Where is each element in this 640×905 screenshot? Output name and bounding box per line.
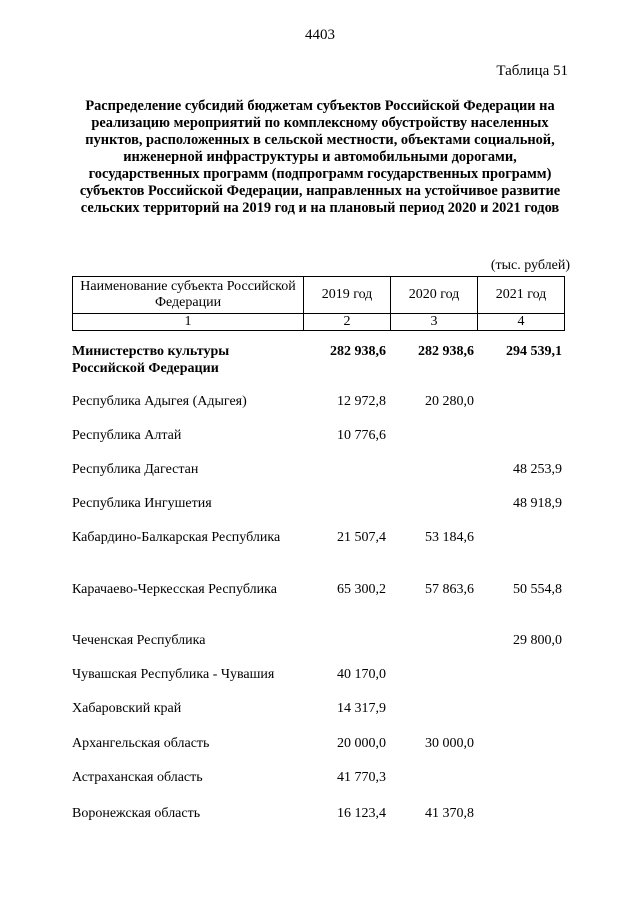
table-row xyxy=(72,632,576,649)
table-header xyxy=(72,276,565,331)
row-name: Карачаево-Черкесская Республика xyxy=(72,582,277,597)
value-2021: 48 253,9 xyxy=(513,462,562,477)
row-name: Чувашская Республика - Чувашия xyxy=(72,667,275,682)
column-header-name: Наименование субъекта Российской Федерации xyxy=(73,277,304,314)
row-name: Архангельская область xyxy=(72,736,210,751)
table-row xyxy=(72,769,576,786)
value-2019: 41 770,3 xyxy=(337,770,386,785)
table-row xyxy=(72,343,576,377)
table-row xyxy=(72,581,576,615)
table-row xyxy=(72,427,576,444)
units-label: (тыс. рублей) xyxy=(490,258,570,273)
column-header-2019: 2019 год xyxy=(304,277,391,314)
table-row xyxy=(72,700,576,717)
page-number: 4403 xyxy=(305,27,335,43)
table-row xyxy=(72,666,576,683)
value-2019: 21 507,4 xyxy=(337,530,386,545)
value-2021: 48 918,9 xyxy=(513,496,562,511)
row-name: Кабардино-Балкарская Республика xyxy=(72,530,281,545)
column-header-2021: 2021 год xyxy=(478,277,565,314)
row-name: Воронежская область xyxy=(72,806,201,821)
column-number-2: 2 xyxy=(304,314,391,331)
value-2019: 40 170,0 xyxy=(337,667,386,682)
column-number-row xyxy=(73,314,565,331)
value-2021: 50 554,8 xyxy=(513,582,562,597)
value-2020: 30 000,0 xyxy=(425,736,474,751)
value-2019: 14 317,9 xyxy=(337,701,386,716)
column-number-1: 1 xyxy=(73,314,304,331)
value-2020: 20 280,0 xyxy=(425,394,474,409)
value-2019: 10 776,6 xyxy=(337,428,386,443)
row-name: Республика Адыгея (Адыгея) xyxy=(72,394,247,409)
value-2019: 16 123,4 xyxy=(337,806,386,821)
table-body xyxy=(72,343,576,822)
value-2021: 29 800,0 xyxy=(513,633,562,648)
column-number-4: 4 xyxy=(478,314,565,331)
row-name: Республика Ингушетия xyxy=(72,496,212,511)
table-row xyxy=(72,495,576,512)
table-label: Таблица 51 xyxy=(496,63,568,79)
value-2019: 20 000,0 xyxy=(337,736,386,751)
table-row xyxy=(72,735,576,752)
value-2021: 294 539,1 xyxy=(506,344,562,359)
document-title: Распределение субсидий бюджетам субъектов Российской Федерации на реализацию мероприятий по комплексному обустройству населенных пунктов, расположенных в сельской местности, объектами социальной, инженерной инфраструктуры и автомобильными дорогами, государственных программ (подпрограмм государственных программ) субъектов Российской Федерации, направленных на устойчивое развитие сельских территорий на 2019 год и на плановый период 2020 и 2021 годов xyxy=(79,98,561,216)
row-name: Астраханская область xyxy=(72,770,203,785)
row-name: Республика Алтай xyxy=(72,428,182,443)
value-2019: 65 300,2 xyxy=(337,582,386,597)
table-row xyxy=(72,461,576,478)
value-2019: 12 972,8 xyxy=(337,394,386,409)
table-row xyxy=(72,529,576,563)
table-row xyxy=(72,393,576,410)
value-2020: 282 938,6 xyxy=(418,344,474,359)
column-header-2020: 2020 год xyxy=(391,277,478,314)
column-number-3: 3 xyxy=(391,314,478,331)
value-2020: 41 370,8 xyxy=(425,806,474,821)
row-name: Министерство культуры Российской Федерации xyxy=(72,344,230,376)
row-name: Республика Дагестан xyxy=(72,462,199,477)
header-row xyxy=(73,277,565,314)
row-name: Чеченская Республика xyxy=(72,633,206,648)
row-name: Хабаровский край xyxy=(72,701,182,716)
value-2020: 57 863,6 xyxy=(425,582,474,597)
table-row xyxy=(72,805,576,822)
value-2019: 282 938,6 xyxy=(330,344,386,359)
value-2020: 53 184,6 xyxy=(425,530,474,545)
